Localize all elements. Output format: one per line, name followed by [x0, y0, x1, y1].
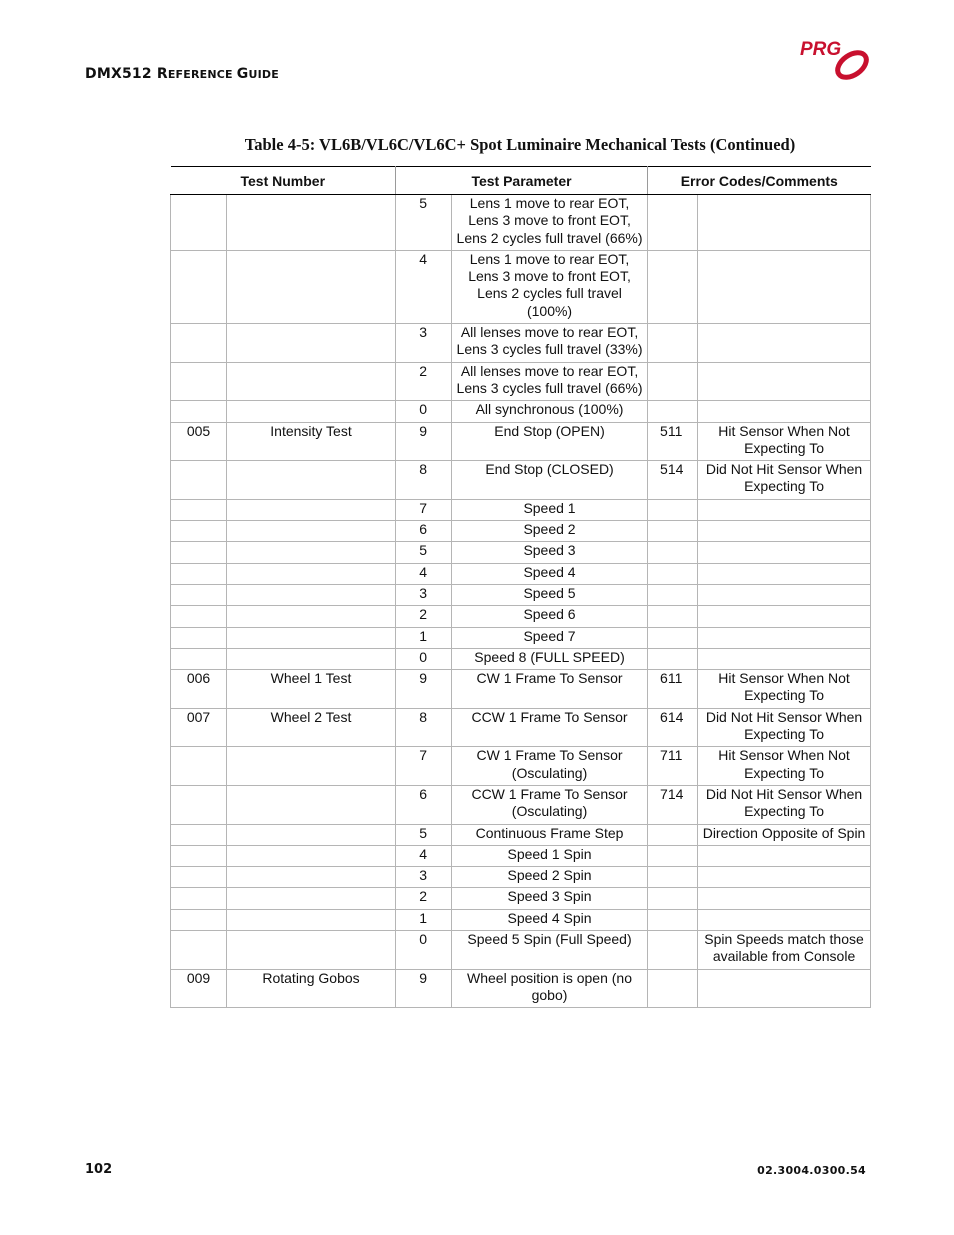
- error-code-cell: [648, 401, 698, 422]
- parameter-cell: All lenses move to rear EOT, Lens 3 cycles full travel (33%): [452, 324, 648, 363]
- test-number-cell: [171, 324, 227, 363]
- parameter-number-cell: 3: [396, 324, 452, 363]
- table-row: [171, 867, 871, 888]
- test-name-cell: [227, 584, 396, 605]
- test-number-cell: [171, 824, 227, 845]
- parameter-cell: CCW 1 Frame To Sensor (Osculating): [452, 785, 648, 824]
- error-code-cell: [648, 909, 698, 930]
- test-name-cell: [227, 888, 396, 909]
- table-row: [171, 521, 871, 542]
- table-row: [171, 708, 871, 747]
- parameter-number-cell: 7: [396, 499, 452, 520]
- table-body: [171, 195, 871, 1008]
- table-row: [171, 324, 871, 363]
- parameter-number-cell: 9: [396, 969, 452, 1008]
- document-number: 02.3004.0300.54: [757, 1164, 866, 1177]
- test-number-cell: [171, 785, 227, 824]
- parameter-cell: Speed 2: [452, 521, 648, 542]
- table-row: [171, 824, 871, 845]
- comment-cell: [698, 563, 871, 584]
- table-row: [171, 969, 871, 1008]
- error-code-cell: [648, 542, 698, 563]
- parameter-cell: Wheel position is open (no gobo): [452, 969, 648, 1008]
- comment-cell: [698, 362, 871, 401]
- table-row: [171, 845, 871, 866]
- error-code-cell: 514: [648, 461, 698, 500]
- comment-cell: Hit Sensor When Not Expecting To: [698, 670, 871, 709]
- table-row: [171, 670, 871, 709]
- test-name-cell: [227, 401, 396, 422]
- parameter-number-cell: 0: [396, 930, 452, 969]
- error-code-cell: 611: [648, 670, 698, 709]
- parameter-number-cell: 1: [396, 627, 452, 648]
- comment-cell: [698, 845, 871, 866]
- error-code-cell: [648, 930, 698, 969]
- mechanical-tests-table: [170, 166, 871, 1008]
- parameter-cell: Speed 3: [452, 542, 648, 563]
- error-code-cell: [648, 563, 698, 584]
- parameter-number-cell: 5: [396, 824, 452, 845]
- test-number-cell: [171, 888, 227, 909]
- test-name-cell: [227, 867, 396, 888]
- comment-cell: [698, 401, 871, 422]
- parameter-cell: End Stop (OPEN): [452, 422, 648, 461]
- comment-cell: [698, 867, 871, 888]
- parameter-cell: Speed 3 Spin: [452, 888, 648, 909]
- test-number-cell: [171, 195, 227, 251]
- test-name-cell: [227, 845, 396, 866]
- comment-cell: Hit Sensor When Not Expecting To: [698, 422, 871, 461]
- parameter-number-cell: 3: [396, 584, 452, 605]
- test-name-cell: [227, 824, 396, 845]
- test-name-cell: [227, 324, 396, 363]
- header-test-number: Test Number: [171, 167, 396, 195]
- parameter-cell: Speed 6: [452, 606, 648, 627]
- test-name-cell: [227, 195, 396, 251]
- test-number-cell: [171, 563, 227, 584]
- error-code-cell: [648, 606, 698, 627]
- comment-cell: [698, 499, 871, 520]
- test-name-cell: [227, 930, 396, 969]
- test-name-cell: Rotating Gobos: [227, 969, 396, 1008]
- test-name-cell: [227, 909, 396, 930]
- comment-cell: [698, 521, 871, 542]
- test-name-cell: [227, 563, 396, 584]
- parameter-cell: Speed 5 Spin (Full Speed): [452, 930, 648, 969]
- error-code-cell: 714: [648, 785, 698, 824]
- test-name-cell: [227, 606, 396, 627]
- comment-cell: Did Not Hit Sensor When Expecting To: [698, 461, 871, 500]
- test-number-cell: [171, 648, 227, 669]
- table-caption: Table 4-5: VL6B/VL6C/VL6C+ Spot Luminaire Mechanical Tests (Continued): [244, 135, 796, 154]
- error-code-cell: [648, 499, 698, 520]
- parameter-number-cell: 9: [396, 670, 452, 709]
- test-name-cell: Wheel 2 Test: [227, 708, 396, 747]
- comment-cell: Spin Speeds match those available from Console: [698, 930, 871, 969]
- table-row: [171, 542, 871, 563]
- test-number-cell: [171, 499, 227, 520]
- parameter-number-cell: 1: [396, 909, 452, 930]
- parameter-number-cell: 6: [396, 521, 452, 542]
- test-number-cell: [171, 867, 227, 888]
- parameter-cell: CW 1 Frame To Sensor (Osculating): [452, 747, 648, 786]
- test-name-cell: Wheel 1 Test: [227, 670, 396, 709]
- error-code-cell: [648, 969, 698, 1008]
- comment-cell: Did Not Hit Sensor When Expecting To: [698, 785, 871, 824]
- test-number-cell: 006: [171, 670, 227, 709]
- parameter-number-cell: 4: [396, 250, 452, 323]
- parameter-number-cell: 2: [396, 362, 452, 401]
- header-test-parameter: Test Parameter: [396, 167, 648, 195]
- table-row: [171, 195, 871, 251]
- test-name-cell: [227, 747, 396, 786]
- error-code-cell: [648, 888, 698, 909]
- parameter-number-cell: 2: [396, 888, 452, 909]
- parameter-cell: Lens 1 move to rear EOT, Lens 3 move to front EOT, Lens 2 cycles full travel (100%): [452, 250, 648, 323]
- table-row: [171, 250, 871, 323]
- parameter-cell: Speed 1 Spin: [452, 845, 648, 866]
- test-name-cell: Intensity Test: [227, 422, 396, 461]
- comment-cell: [698, 584, 871, 605]
- comment-cell: Direction Opposite of Spin: [698, 824, 871, 845]
- comment-cell: [698, 542, 871, 563]
- error-code-cell: 614: [648, 708, 698, 747]
- test-number-cell: [171, 845, 227, 866]
- error-code-cell: [648, 324, 698, 363]
- table-row: [171, 401, 871, 422]
- comment-cell: [698, 606, 871, 627]
- test-name-cell: [227, 785, 396, 824]
- test-number-cell: [171, 362, 227, 401]
- error-code-cell: 511: [648, 422, 698, 461]
- table-row: [171, 747, 871, 786]
- comment-cell: [698, 195, 871, 251]
- error-code-cell: [648, 867, 698, 888]
- parameter-number-cell: 0: [396, 401, 452, 422]
- error-code-cell: [648, 195, 698, 251]
- error-code-cell: 711: [648, 747, 698, 786]
- test-number-cell: [171, 542, 227, 563]
- comment-cell: Did Not Hit Sensor When Expecting To: [698, 708, 871, 747]
- parameter-number-cell: 4: [396, 563, 452, 584]
- parameter-cell: Speed 4: [452, 563, 648, 584]
- parameter-cell: Continuous Frame Step: [452, 824, 648, 845]
- parameter-number-cell: 8: [396, 461, 452, 500]
- test-name-cell: [227, 521, 396, 542]
- table-row: [171, 422, 871, 461]
- comment-cell: Hit Sensor When Not Expecting To: [698, 747, 871, 786]
- comment-cell: [698, 324, 871, 363]
- guide-title: DMX512 REFERENCE GUIDE: [85, 66, 279, 82]
- test-number-cell: 005: [171, 422, 227, 461]
- test-number-cell: [171, 401, 227, 422]
- parameter-number-cell: 2: [396, 606, 452, 627]
- parameter-number-cell: 0: [396, 648, 452, 669]
- test-name-cell: [227, 461, 396, 500]
- test-name-cell: [227, 648, 396, 669]
- error-code-cell: [648, 584, 698, 605]
- test-number-cell: 009: [171, 969, 227, 1008]
- error-code-cell: [648, 824, 698, 845]
- parameter-cell: Speed 5: [452, 584, 648, 605]
- table-row: [171, 888, 871, 909]
- page-number: 102: [85, 1162, 113, 1177]
- test-number-cell: [171, 747, 227, 786]
- test-name-cell: [227, 499, 396, 520]
- table-row: [171, 362, 871, 401]
- table-row: [171, 563, 871, 584]
- table-row: [171, 627, 871, 648]
- comment-cell: [698, 888, 871, 909]
- table-header-row: [171, 167, 871, 195]
- parameter-number-cell: 5: [396, 542, 452, 563]
- table-row: [171, 584, 871, 605]
- parameter-cell: Speed 1: [452, 499, 648, 520]
- test-number-cell: [171, 461, 227, 500]
- table-row: [171, 909, 871, 930]
- prg-logo: [800, 38, 872, 82]
- table-row: [171, 648, 871, 669]
- parameter-number-cell: 9: [396, 422, 452, 461]
- test-name-cell: [227, 542, 396, 563]
- error-code-cell: [648, 362, 698, 401]
- header-error-codes: Error Codes/Comments: [648, 167, 871, 195]
- comment-cell: [698, 648, 871, 669]
- error-code-cell: [648, 627, 698, 648]
- test-number-cell: [171, 521, 227, 542]
- test-number-cell: [171, 909, 227, 930]
- parameter-cell: Speed 8 (FULL SPEED): [452, 648, 648, 669]
- test-number-cell: [171, 584, 227, 605]
- parameter-cell: Speed 2 Spin: [452, 867, 648, 888]
- parameter-cell: Speed 4 Spin: [452, 909, 648, 930]
- error-code-cell: [648, 250, 698, 323]
- table-row: [171, 930, 871, 969]
- table-row: [171, 461, 871, 500]
- parameter-cell: CCW 1 Frame To Sensor: [452, 708, 648, 747]
- parameter-number-cell: 4: [396, 845, 452, 866]
- parameter-cell: End Stop (CLOSED): [452, 461, 648, 500]
- test-name-cell: [227, 627, 396, 648]
- table-row: [171, 499, 871, 520]
- parameter-cell: All lenses move to rear EOT, Lens 3 cycles full travel (66%): [452, 362, 648, 401]
- comment-cell: [698, 627, 871, 648]
- test-name-cell: [227, 362, 396, 401]
- parameter-cell: Lens 1 move to rear EOT, Lens 3 move to front EOT, Lens 2 cycles full travel (66%): [452, 195, 648, 251]
- parameter-cell: All synchronous (100%): [452, 401, 648, 422]
- test-number-cell: [171, 606, 227, 627]
- test-name-cell: [227, 250, 396, 323]
- parameter-number-cell: 8: [396, 708, 452, 747]
- error-code-cell: [648, 648, 698, 669]
- parameter-cell: Speed 7: [452, 627, 648, 648]
- comment-cell: [698, 969, 871, 1008]
- table-row: [171, 785, 871, 824]
- table-row: [171, 606, 871, 627]
- error-code-cell: [648, 521, 698, 542]
- comment-cell: [698, 909, 871, 930]
- parameter-number-cell: 6: [396, 785, 452, 824]
- parameter-number-cell: 5: [396, 195, 452, 251]
- test-number-cell: [171, 250, 227, 323]
- parameter-number-cell: 3: [396, 867, 452, 888]
- parameter-cell: CW 1 Frame To Sensor: [452, 670, 648, 709]
- test-number-cell: 007: [171, 708, 227, 747]
- parameter-number-cell: 7: [396, 747, 452, 786]
- comment-cell: [698, 250, 871, 323]
- prg-logo-text: PRG: [800, 39, 842, 60]
- test-number-cell: [171, 627, 227, 648]
- test-number-cell: [171, 930, 227, 969]
- error-code-cell: [648, 845, 698, 866]
